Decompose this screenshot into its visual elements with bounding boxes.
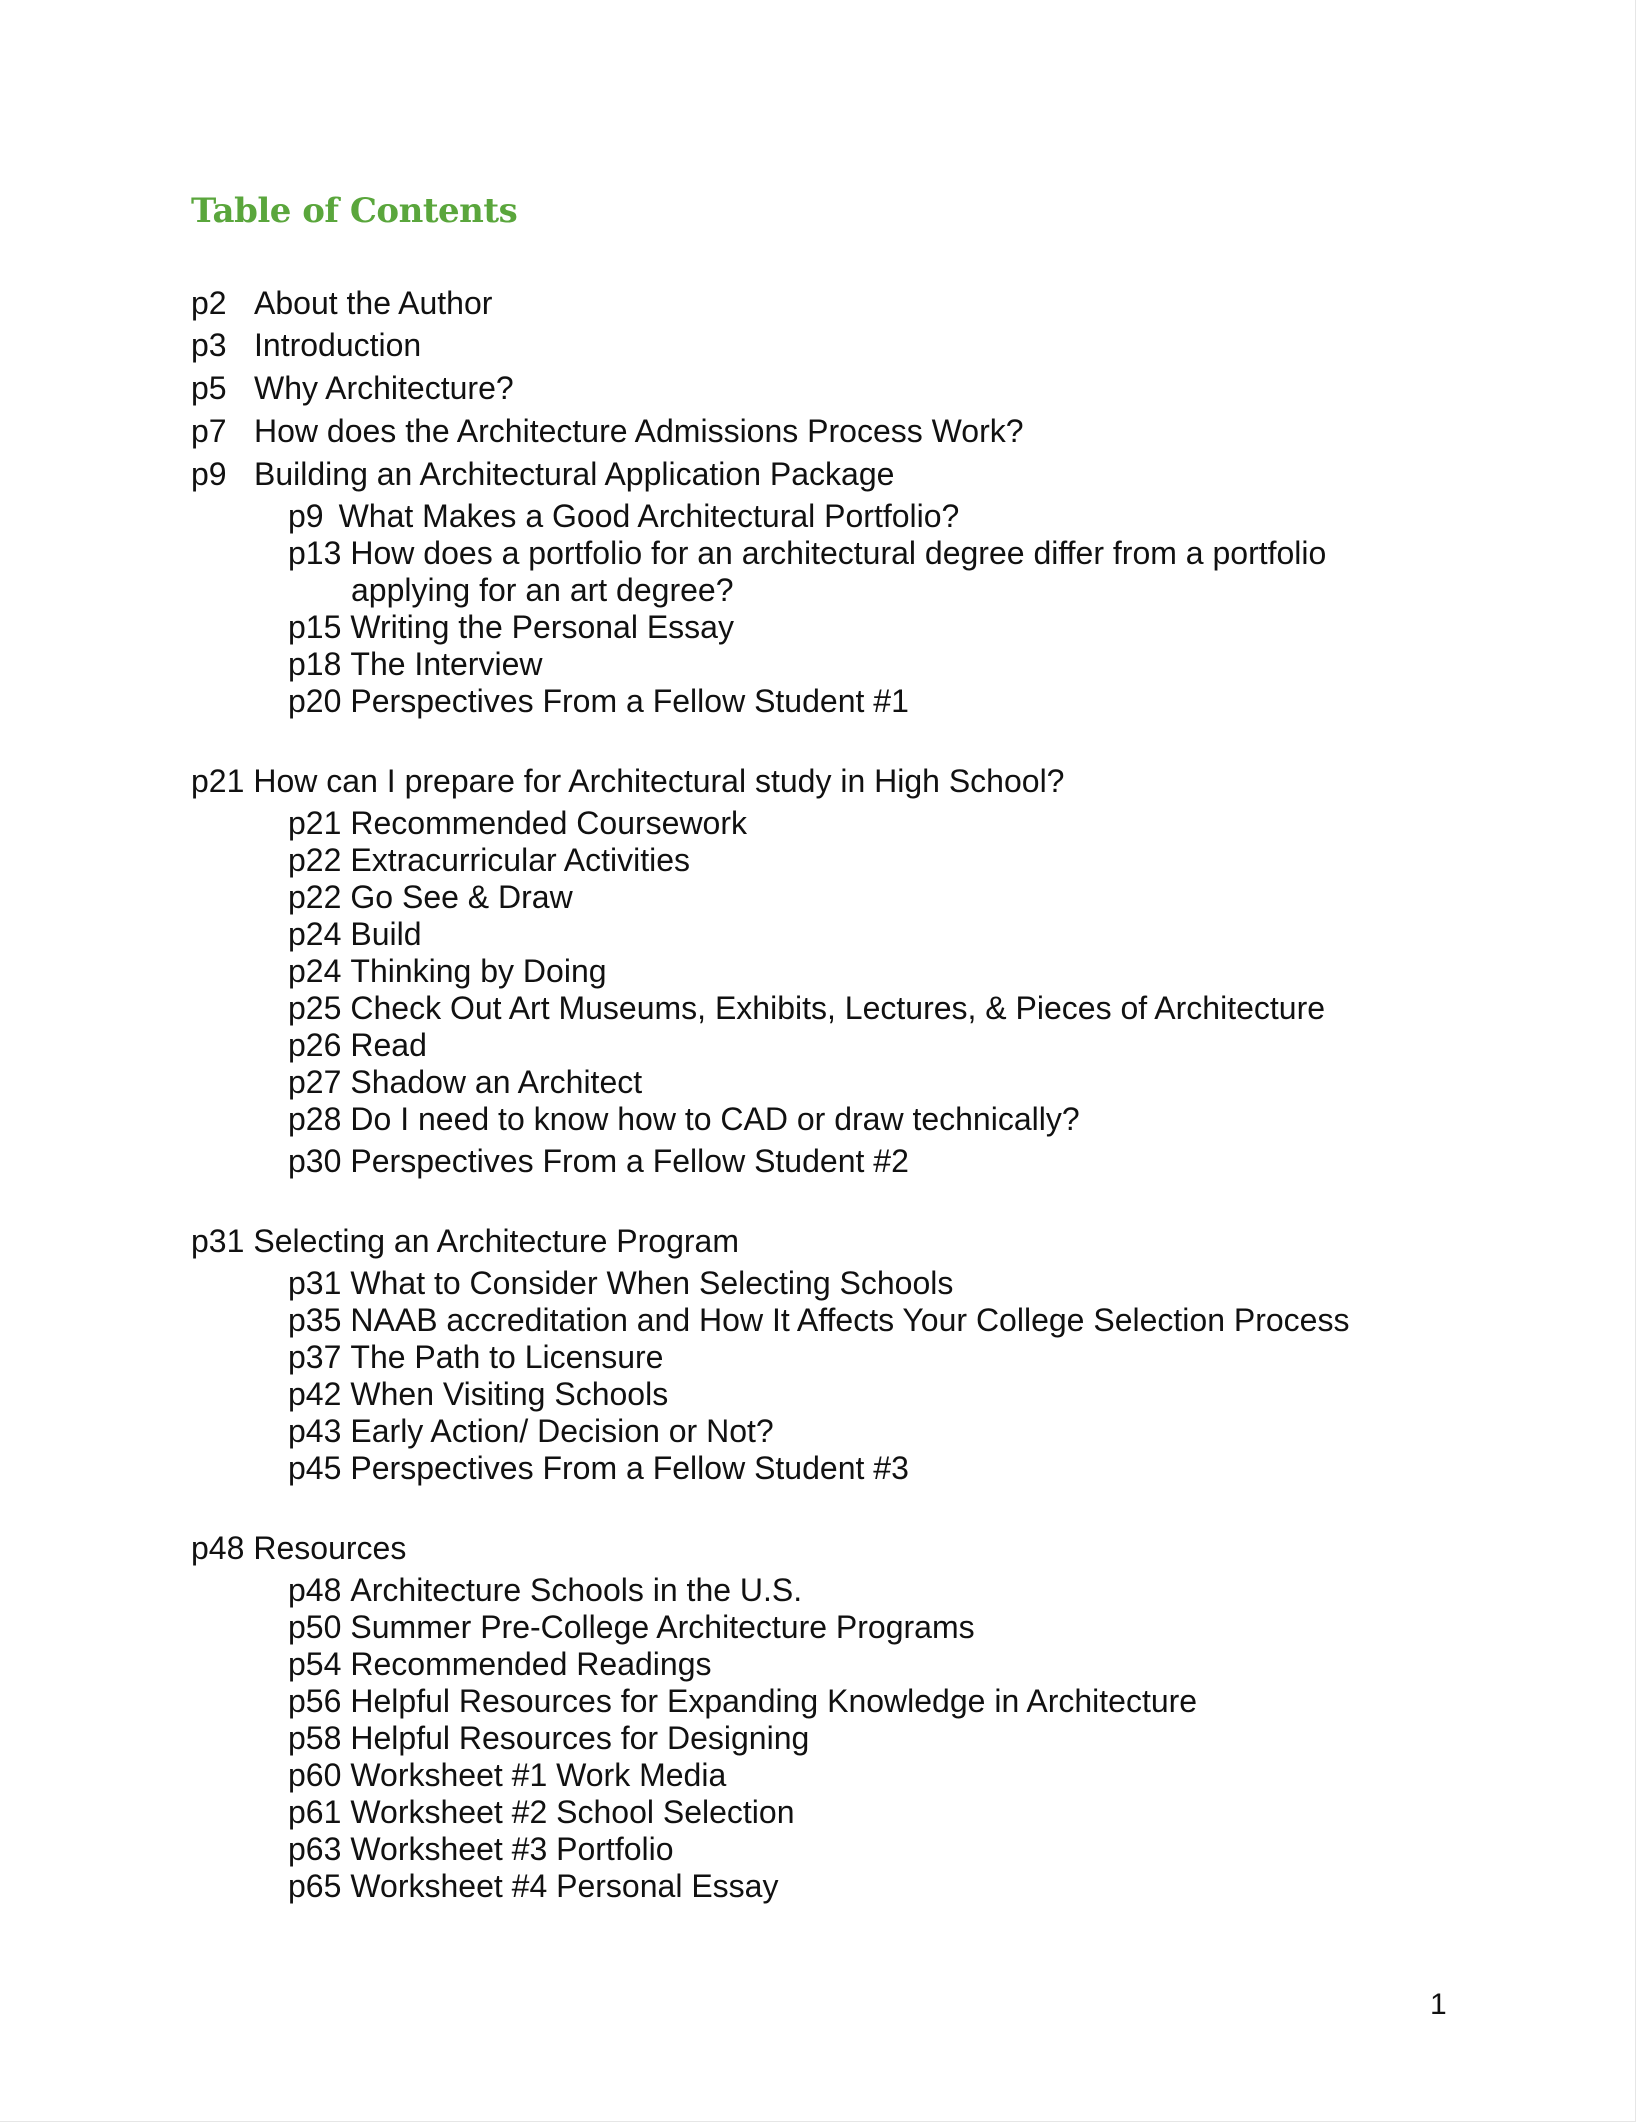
- toc-entry-title: Worksheet #4 Personal Essay: [350, 1868, 779, 1904]
- toc-subentry[interactable]: [288, 1794, 795, 1831]
- toc-page-ref: p58: [288, 1720, 342, 1756]
- toc-page-ref: p18: [288, 646, 342, 682]
- toc-page-ref: p22: [288, 879, 342, 915]
- toc-entry[interactable]: [191, 456, 894, 493]
- toc-subentry[interactable]: [288, 1101, 1080, 1138]
- toc-page-ref: p2: [191, 285, 227, 321]
- toc-entry-title: What Makes a Good Architectural Portfolio?: [338, 498, 960, 534]
- toc-page-ref: p3: [191, 327, 227, 363]
- toc-page-ref: p9: [191, 456, 227, 492]
- toc-subentry[interactable]: [288, 1376, 668, 1413]
- toc-title: Table of Contents: [191, 191, 518, 231]
- toc-subentry[interactable]: [288, 842, 690, 879]
- toc-entry-title: Extracurricular Activities: [350, 842, 691, 878]
- toc-page-ref: p22: [288, 842, 342, 878]
- toc-subentry[interactable]: [288, 1868, 778, 1905]
- toc-entry-title: Build: [350, 916, 422, 952]
- toc-subentry[interactable]: [288, 1064, 642, 1101]
- toc-entry[interactable]: [191, 285, 492, 322]
- toc-entry-title: Perspectives From a Fellow Student #3: [350, 1450, 909, 1486]
- toc-subentry[interactable]: [288, 1720, 809, 1757]
- toc-entry-title: Thinking by Doing: [350, 953, 607, 989]
- toc-entry-title: How can I prepare for Architectural study in High School?: [253, 763, 1065, 799]
- toc-page-ref: p7: [191, 413, 227, 449]
- toc-page-ref: p50: [288, 1609, 342, 1645]
- toc-subentry[interactable]: [288, 609, 734, 646]
- toc-entry[interactable]: [191, 763, 1064, 800]
- toc-page-ref: p21: [288, 805, 342, 841]
- toc-page-ref: p24: [288, 916, 342, 952]
- toc-subentry[interactable]: [288, 646, 542, 683]
- toc-subentry[interactable]: [288, 1413, 774, 1450]
- toc-subentry[interactable]: [288, 683, 909, 720]
- toc-page-ref: p63: [288, 1831, 342, 1867]
- toc-page-ref: p5: [191, 370, 227, 406]
- toc-subentry[interactable]: [288, 1646, 711, 1683]
- toc-page-ref: p28: [288, 1101, 342, 1137]
- toc-entry-title: About the Author: [254, 285, 493, 321]
- toc-page-ref: p31: [288, 1265, 342, 1301]
- toc-entry-title: Summer Pre-College Architecture Programs: [350, 1609, 975, 1645]
- toc-page-ref: p56: [288, 1683, 342, 1719]
- toc-subentry[interactable]: [288, 879, 573, 916]
- toc-entry-title: Check Out Art Museums, Exhibits, Lectures, & Pieces of Architecture: [350, 990, 1326, 1026]
- toc-page-ref: p48: [191, 1530, 245, 1566]
- toc-subentry[interactable]: [288, 1265, 953, 1302]
- toc-page-ref: p26: [288, 1027, 342, 1063]
- toc-entry-title: Building an Architectural Application Package: [254, 456, 895, 492]
- toc-entry-title: When Visiting Schools: [350, 1376, 669, 1412]
- toc-entry-title: How does the Architecture Admissions Process Work?: [254, 413, 1024, 449]
- toc-entry-title: Selecting an Architecture Program: [253, 1223, 739, 1259]
- toc-page-ref: p20: [288, 683, 342, 719]
- toc-page-ref: p60: [288, 1757, 342, 1793]
- toc-entry-title: Early Action/ Decision or Not?: [350, 1413, 774, 1449]
- toc-entry[interactable]: [191, 327, 421, 364]
- toc-page-ref: p48: [288, 1572, 342, 1608]
- toc-entry-title: NAAB accreditation and How It Affects Your College Selection Process: [350, 1302, 1350, 1338]
- toc-entry-title: Perspectives From a Fellow Student #2: [350, 1143, 909, 1179]
- toc-page-ref: p35: [288, 1302, 342, 1338]
- toc-page-ref: p61: [288, 1794, 342, 1830]
- toc-subentry[interactable]: [288, 1143, 909, 1180]
- toc-entry[interactable]: [191, 413, 1024, 450]
- toc-subentry[interactable]: [288, 1683, 1197, 1720]
- toc-subentry[interactable]: [288, 1831, 674, 1868]
- toc-entry-title: How does a portfolio for an architectural degree differ from a portfolio: [350, 535, 1327, 571]
- toc-page-ref: p42: [288, 1376, 342, 1412]
- toc-subentry[interactable]: [288, 535, 1326, 572]
- toc-subentry[interactable]: [288, 1339, 663, 1376]
- toc-page-ref: p15: [288, 609, 342, 645]
- toc-entry-title: Worksheet #2 School Selection: [350, 1794, 795, 1830]
- toc-entry-title: Worksheet #3 Portfolio: [350, 1831, 674, 1867]
- toc-subentry[interactable]: [288, 1609, 975, 1646]
- toc-subentry[interactable]: [288, 916, 422, 953]
- toc-entry[interactable]: [191, 370, 514, 407]
- toc-page-ref: p65: [288, 1868, 342, 1904]
- toc-page-ref: p54: [288, 1646, 342, 1682]
- toc-page-ref: p13: [288, 535, 342, 571]
- toc-page-ref: p37: [288, 1339, 342, 1375]
- toc-entry-title: Recommended Readings: [350, 1646, 712, 1682]
- toc-subentry[interactable]: [288, 1757, 726, 1794]
- toc-entry-title: Recommended Coursework: [350, 805, 747, 841]
- toc-page-ref: p31: [191, 1223, 245, 1259]
- toc-subentry[interactable]: [288, 1027, 427, 1064]
- toc-entry-title: Writing the Personal Essay: [350, 609, 734, 645]
- toc-entry[interactable]: [191, 1223, 739, 1260]
- toc-entry[interactable]: [191, 1530, 406, 1567]
- toc-page-ref: p9: [288, 498, 324, 534]
- toc-page-ref: p27: [288, 1064, 342, 1100]
- toc-page-ref: p21: [191, 763, 245, 799]
- page-number: 1: [1430, 1988, 1447, 2021]
- toc-subentry[interactable]: [288, 1572, 802, 1609]
- toc-page-ref: p45: [288, 1450, 342, 1486]
- toc-entry-title: Resources: [253, 1530, 407, 1566]
- toc-entry-title: Do I need to know how to CAD or draw technically?: [350, 1101, 1080, 1137]
- toc-entry-title: Go See & Draw: [350, 879, 573, 915]
- toc-entry-title: Architecture Schools in the U.S.: [350, 1572, 803, 1608]
- toc-entry-title: Why Architecture?: [254, 370, 514, 406]
- toc-subentry[interactable]: [288, 990, 1325, 1027]
- toc-subentry[interactable]: [288, 805, 747, 842]
- toc-page-ref: p24: [288, 953, 342, 989]
- toc-page-ref: p30: [288, 1143, 342, 1179]
- toc-entry-title: The Interview: [350, 646, 543, 682]
- toc-entry-title: Read: [350, 1027, 427, 1063]
- toc-entry-title: Introduction: [254, 327, 422, 363]
- toc-subentry[interactable]: [288, 1302, 1349, 1339]
- toc-entry-title: Perspectives From a Fellow Student #1: [350, 683, 909, 719]
- toc-entry-title: Helpful Resources for Designing: [350, 1720, 810, 1756]
- toc-entry-title: Helpful Resources for Expanding Knowledge in Architecture: [350, 1683, 1198, 1719]
- toc-subentry[interactable]: [288, 498, 959, 535]
- toc-entry-title: Shadow an Architect: [350, 1064, 643, 1100]
- toc-entry-title: The Path to Licensure: [350, 1339, 664, 1375]
- toc-page-ref: p43: [288, 1413, 342, 1449]
- toc-entry-title-continued: applying for an art degree?: [351, 572, 734, 608]
- toc-entry-title: What to Consider When Selecting Schools: [350, 1265, 954, 1301]
- toc-subentry[interactable]: [288, 953, 607, 990]
- toc-entry-title: Worksheet #1 Work Media: [350, 1757, 727, 1793]
- toc-page-ref: p25: [288, 990, 342, 1026]
- toc-subentry[interactable]: [288, 1450, 909, 1487]
